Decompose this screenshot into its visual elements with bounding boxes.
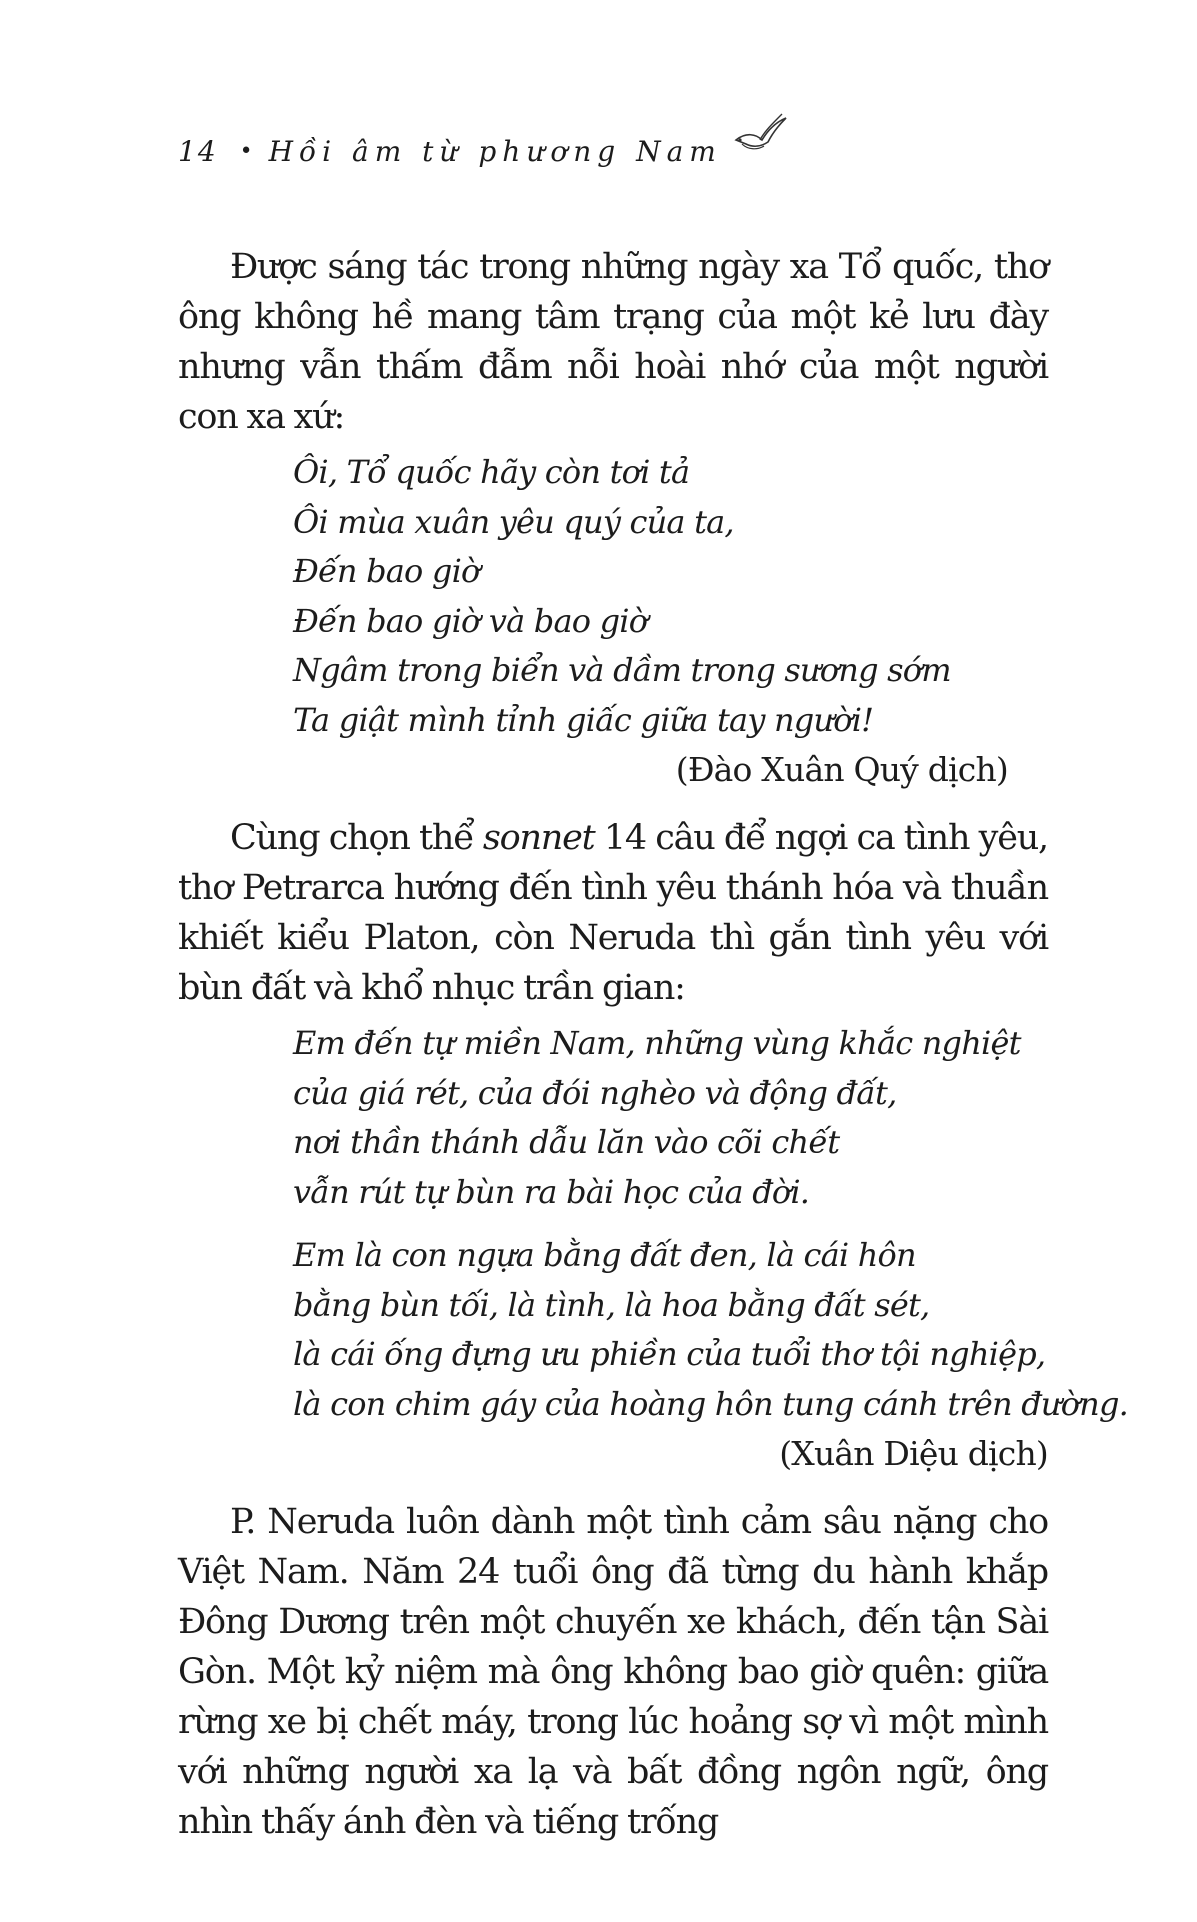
poem-line: là con chim gáy của hoàng hôn tung cánh trên đường. bbox=[293, 1384, 1129, 1423]
poem-quote-2 bbox=[293, 1019, 1129, 1479]
poem-line: Em là con ngựa bằng đất đen, là cái hôn bbox=[293, 1236, 916, 1274]
poem-line: là cái ống đựng ưu phiền của tuổi thơ tội nghiệp, bbox=[293, 1335, 1046, 1373]
paragraph: P. Neruda luôn dành một tình cảm sâu nặng cho Việt Nam. Năm 24 tuổi ông đã từng du hành khắp Đông Dương trên một chuyến xe khách, đến tận Sài Gòn. Một kỷ niệm mà ông không bao giờ quên: giữa rừng xe bị chết máy, trong lúc hoảng sợ vì một mình với những người xa lạ và bất đồng ngôn ngữ, ông nhìn thấy ánh đèn và tiếng trống bbox=[178, 1502, 1048, 1842]
poem-line: nơi thần thánh dẫu lăn vào cõi chết bbox=[293, 1123, 840, 1161]
page-number: 14 bbox=[178, 135, 218, 168]
poem-line: Đến bao giờ và bao giờ bbox=[293, 601, 648, 640]
header-bullet: • bbox=[239, 139, 259, 164]
paragraph-text: Cùng chọn thể bbox=[230, 818, 483, 858]
poem-line: Ôi, Tổ quốc hãy còn tơi tả bbox=[293, 453, 690, 491]
emphasis-term: sonnet bbox=[482, 818, 595, 858]
paragraph-text: 14 câu để ngợi ca tình yêu, thơ Petrarca hướng đến tình yêu thánh hóa và thuần khiết kiểu Platon, còn Neruda thì gắn tình yêu với bùn đất và khổ nhục trần gian: bbox=[178, 818, 1048, 1008]
poem-line: Ngâm trong biển và dầm trong sương sớm bbox=[293, 651, 951, 689]
paragraph: Được sáng tác trong những ngày xa Tổ quốc, thơ ông không hề mang tâm trạng của một kẻ lưu đày nhưng vẫn thấm đẫm nỗi hoài nhớ của một người con xa xứ: bbox=[178, 247, 1048, 437]
book-title: Hồi âm từ phương Nam bbox=[268, 135, 722, 168]
poem-line: Đến bao giờ bbox=[293, 552, 480, 590]
page-body bbox=[178, 242, 1129, 1847]
poem-line: Em đến tự miền Nam, những vùng khắc nghiệt bbox=[293, 1024, 1021, 1062]
poem-line: bằng bùn tối, là tình, là hoa bằng đất sét, bbox=[293, 1285, 930, 1324]
paragraph bbox=[178, 813, 1048, 1013]
running-header bbox=[178, 126, 788, 177]
poem-line: Ôi mùa xuân yêu quý của ta, bbox=[293, 502, 734, 541]
translator-credit: (Đào Xuân Quý dịch) bbox=[675, 750, 1008, 789]
poem-quote-1 bbox=[293, 448, 1048, 795]
bird-icon bbox=[732, 110, 788, 161]
poem-line: Ta giật mình tỉnh giấc giữa tay người! bbox=[293, 700, 874, 739]
translator-credit: (Xuân Diệu dịch) bbox=[779, 1434, 1048, 1473]
poem-line: của giá rét, của đói nghèo và động đất, bbox=[293, 1073, 897, 1112]
poem-line: vẫn rút tự bùn ra bài học của đời. bbox=[293, 1172, 810, 1211]
